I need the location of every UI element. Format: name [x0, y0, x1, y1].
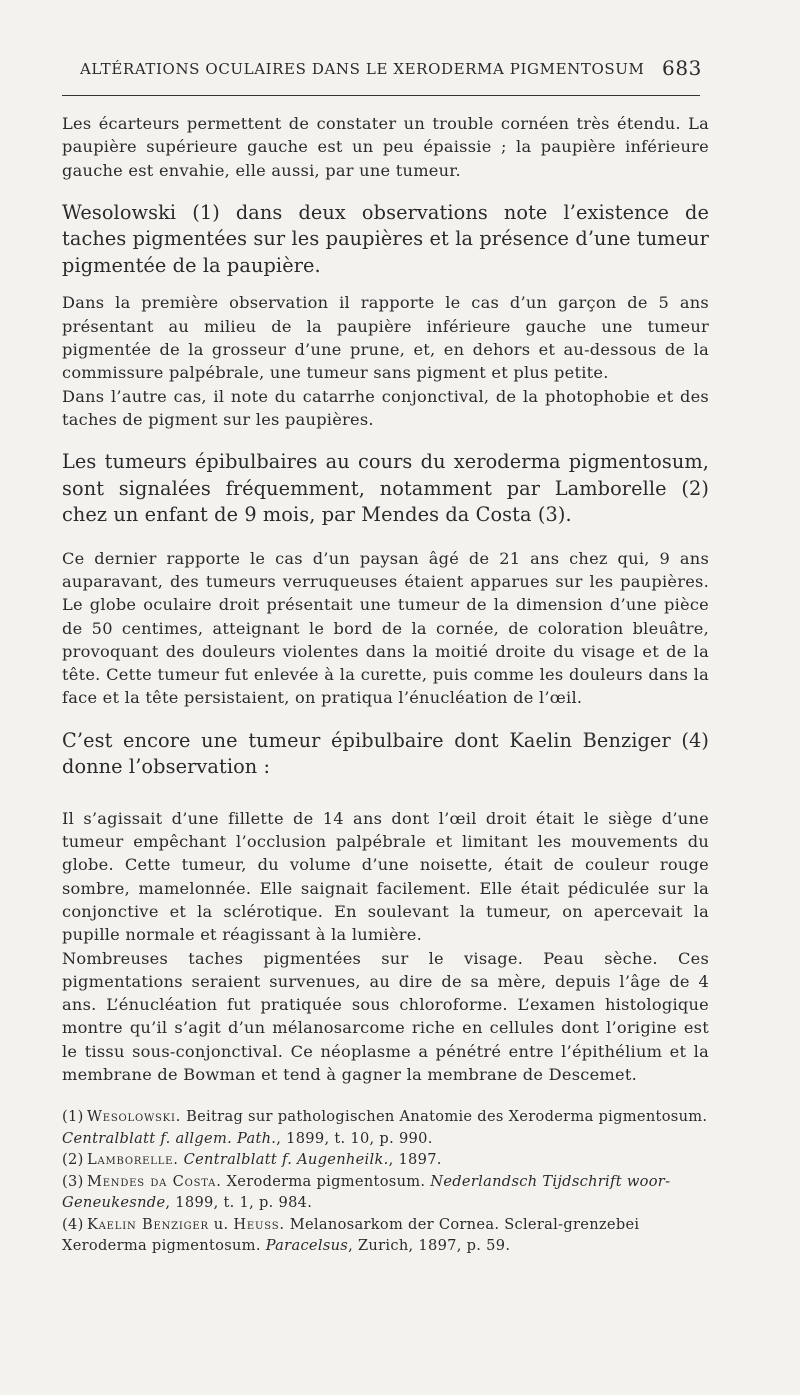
footnote-source: Centralblatt f. Augenheilk.: [183, 1151, 389, 1169]
paragraph: Wesolowski (1) dans deux observations note l’existence de taches pigmentées sur les paupières et la présence d’une tumeur pigmentée de la paupière.: [62, 200, 709, 277]
body-text: [62, 112, 709, 1257]
footnote-rest: , 1897.: [388, 1151, 442, 1169]
footnote-source: Paracelsus: [265, 1237, 349, 1255]
footnote-rest: , 1899, t. 1, p. 984.: [165, 1194, 313, 1212]
footnote-number: (4): [62, 1215, 84, 1233]
footnote-text: u.: [208, 1215, 234, 1233]
paragraph: Les écarteurs permettent de constater un trouble cornéen très étendu. La paupière supérieure gauche est un peu épaissie ; la paupière inférieure gauche est envahie, elle aussi, par une tumeur.: [62, 114, 709, 180]
paragraph: Dans l’autre cas, il note du catarrhe conjonctival, de la photophobie et des taches de pigment sur les paupières.: [62, 386, 709, 429]
footnote: [62, 1214, 709, 1257]
footnote-author: Mendes da Costa.: [86, 1172, 222, 1190]
paragraph: Les tumeurs épibulbaires au cours du xeroderma pigmentosum, sont signalées fréquemment, notamment par Lamborelle (2) chez un enfant de 9 mois, par Mendes da Costa (3).: [62, 450, 709, 527]
footnote-source: Nederlandsch Tijdschrift woor-Geneukesnde: [62, 1172, 671, 1212]
paragraph: C’est encore une tumeur épibulbaire dont Kaelin Benziger (4) donne l’observation :: [62, 728, 709, 779]
footnote: [62, 1106, 709, 1149]
footnote-author: Lamborelle.: [86, 1151, 179, 1169]
paragraph: Ce dernier rapporte le cas d’un paysan âgé de 21 ans chez qui, 9 ans auparavant, des tumeurs verruqueuses étaient apparues sur les paupières. Le globe oculaire droit présentait une tumeur de la dimension d’une pièce de 50 centimes, atteignant le bord de la cornée, de coloration bleuâtre, provoquant des douleurs violentes dans la moitié droite du visage et de la tête. Cette tumeur fut enlevée à la curette, puis comme les douleurs dans la face et la tête persistaient, on pratiqua l’énucléation de l’œil.: [62, 548, 709, 708]
paragraph: Nombreuses taches pigmentées sur le visage. Peau sèche. Ces pigmentations seraient survenues, au dire de sa mère, depuis l’âge de 4 ans. L’énucléation fut pratiquée sous chloroforme. L’examen histologique montre qu’il s’agit d’un mélanosarcome riche en cellules dont l’origine est le tissu sous-conjonctival. Ce néoplasme a pénétré entre l’épithélium et la membrane de Bowman et tend à gagner la membrane de Descemet.: [62, 948, 709, 1085]
paragraph: Il s’agissait d’une fillette de 14 ans dont l’œil droit était le siège d’une tumeur empêchant l’occlusion palpébrale et limitant les mouvements du globe. Cette tumeur, du volume d’une noisette, était de couleur rouge sombre, mamelonnée. Elle saignait facilement. Elle était pédiculée sur la conjonctive et la sclérotique. En soulevant la tumeur, on apercevait la pupille normale et réagissant à la lumière.: [62, 808, 709, 945]
footnotes: [62, 1106, 709, 1257]
footnote-text: Xeroderma pigmentosum.: [221, 1172, 431, 1190]
footnote: [62, 1171, 709, 1214]
page-number: 683: [662, 56, 702, 80]
footnote: [62, 1149, 709, 1171]
paragraph: Dans la première observation il rapporte le cas d’un garçon de 5 ans présentant au milieu de la paupière inférieure gauche une tumeur pigmentée de la grosseur d’une prune, et, en dehors et au-dessous de la commissure palpébrale, une tumeur sans pigment et plus petite.: [62, 293, 709, 383]
footnote-number: (1): [62, 1108, 84, 1126]
footnote-text: Beitrag sur pathologischen Anatomie des Xeroderma pigmentosum.: [181, 1108, 708, 1126]
footnote-number: (3): [62, 1172, 84, 1190]
footnote-author: Wesolowski.: [86, 1108, 182, 1126]
footnote-author: Kaelin Benziger: [86, 1215, 209, 1233]
footnote-author: Heuss.: [233, 1215, 285, 1233]
footnote-rest: , Zurich, 1897, p. 59.: [348, 1237, 511, 1255]
footnote-source: Centralblatt f. allgem. Path.: [62, 1129, 277, 1147]
running-title: ALTÉRATIONS OCULAIRES DANS LE XERODERMA PIGMENTOSUM: [80, 60, 645, 78]
footnote-number: (2): [62, 1151, 84, 1169]
footnote-rest: , 1899, t. 10, p. 990.: [276, 1129, 433, 1147]
footnote-text: Melanosarkom der Cornea. Scleral-grenzebei Xeroderma pigmentosum.: [62, 1215, 640, 1255]
header-rule: [62, 95, 700, 96]
